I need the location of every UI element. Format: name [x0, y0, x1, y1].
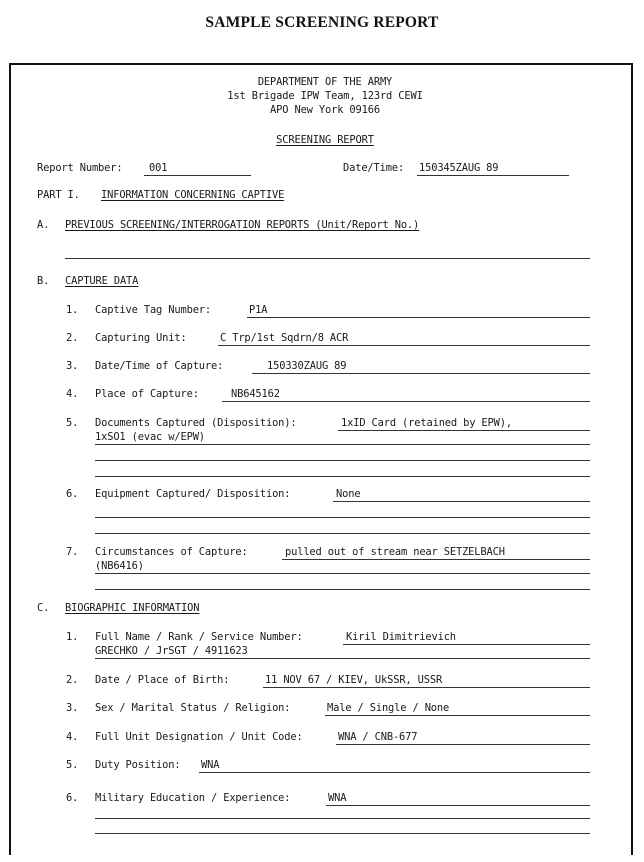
b7-value-2[interactable]: (NB6416)	[95, 560, 144, 572]
b6-num: 6.	[66, 488, 79, 500]
c6-num: 6.	[66, 792, 79, 804]
b4-value[interactable]: NB645162	[231, 388, 280, 400]
c4-line	[336, 744, 590, 745]
date-time-value[interactable]: 150345ZAUG 89	[419, 162, 499, 174]
b4-num: 4.	[66, 388, 79, 400]
b5-value-2[interactable]: 1xSO1 (evac w/EPW)	[95, 431, 205, 443]
c2-num: 2.	[66, 674, 79, 686]
c5-line	[199, 772, 590, 773]
section-b-title: CAPTURE DATA	[65, 275, 139, 287]
b6-line-1	[333, 501, 590, 502]
b5-line-2	[95, 444, 590, 445]
c2-line	[263, 687, 590, 688]
c3-label: Sex / Marital Status / Religion:	[95, 702, 291, 714]
section-b-letter: B.	[37, 275, 50, 287]
c6-line-2	[95, 818, 590, 819]
c1-num: 1.	[66, 631, 79, 643]
b7-line-1	[282, 559, 590, 560]
b6-label: Equipment Captured/ Disposition:	[95, 488, 291, 500]
form-title: SCREENING REPORT	[276, 134, 374, 146]
b5-num: 5.	[66, 417, 79, 429]
part1-title: INFORMATION CONCERNING CAPTIVE	[101, 189, 285, 201]
b5-line-3	[95, 460, 590, 461]
b5-value[interactable]: 1xID Card (retained by EPW),	[341, 417, 512, 429]
c5-label: Duty Position:	[95, 759, 181, 771]
c4-label: Full Unit Designation / Unit Code:	[95, 731, 303, 743]
b5-label: Documents Captured (Disposition):	[95, 417, 297, 429]
section-a-letter: A.	[37, 219, 50, 231]
c1-line-1	[343, 644, 590, 645]
section-c-letter: C.	[37, 602, 50, 614]
b6-line-2	[95, 517, 590, 518]
c3-value[interactable]: Male / Single / None	[327, 702, 450, 714]
b5-line-4	[95, 476, 590, 477]
b6-line-3	[95, 533, 590, 534]
b7-label: Circumstances of Capture:	[95, 546, 248, 558]
b3-line	[252, 373, 590, 374]
b5-line-1	[338, 430, 590, 431]
report-number-value[interactable]: 001	[149, 162, 168, 174]
c5-num: 5.	[66, 759, 79, 771]
report-number-label: Report Number:	[37, 162, 123, 174]
b7-line-2	[95, 573, 590, 574]
c6-label: Military Education / Experience:	[95, 792, 291, 804]
part1-label: PART I.	[37, 189, 80, 201]
c6-line-3	[95, 833, 590, 834]
header-address: APO New York 09166	[270, 104, 380, 116]
c3-line	[325, 715, 590, 716]
b3-label: Date/Time of Capture:	[95, 360, 224, 372]
c5-value[interactable]: WNA	[201, 759, 220, 771]
section-a-title: PREVIOUS SCREENING/INTERROGATION REPORTS (Unit/Report No.)	[65, 219, 420, 231]
b4-line	[222, 401, 590, 402]
page-title: SAMPLE SCREENING REPORT	[205, 14, 439, 31]
section-c-title: BIOGRAPHIC INFORMATION	[65, 602, 200, 614]
b1-line	[247, 317, 590, 318]
c3-num: 3.	[66, 702, 79, 714]
b2-value[interactable]: C Trp/1st Sqdrn/8 ACR	[220, 332, 349, 344]
header-org: DEPARTMENT OF THE ARMY	[257, 76, 393, 88]
date-time-line	[417, 175, 569, 176]
b4-label: Place of Capture:	[95, 388, 199, 400]
date-time-label: Date/Time:	[343, 162, 405, 174]
b7-value[interactable]: pulled out of stream near SETZELBACH	[285, 546, 505, 558]
b1-label: Captive Tag Number:	[95, 304, 212, 316]
c1-value[interactable]: Kiril Dimitrievich	[346, 631, 456, 643]
b7-line-3	[95, 589, 590, 590]
c6-value[interactable]: WNA	[328, 792, 347, 804]
b7-num: 7.	[66, 546, 79, 558]
report-form	[9, 63, 633, 855]
c1-value-2[interactable]: GRECHKO / JrSGT / 4911623	[95, 645, 248, 657]
c1-line-2	[95, 658, 590, 659]
b2-line	[218, 345, 590, 346]
b2-num: 2.	[66, 332, 79, 344]
section-a-blank-line	[65, 258, 590, 259]
header-unit: 1st Brigade IPW Team, 123rd CEWI	[227, 90, 423, 102]
b1-value[interactable]: P1A	[249, 304, 268, 316]
b1-num: 1.	[66, 304, 79, 316]
c4-value[interactable]: WNA / CNB-677	[338, 731, 418, 743]
c2-label: Date / Place of Birth:	[95, 674, 230, 686]
report-number-line	[144, 175, 251, 176]
c6-line-1	[326, 805, 590, 806]
b2-label: Capturing Unit:	[95, 332, 187, 344]
c1-label: Full Name / Rank / Service Number:	[95, 631, 303, 643]
c2-value[interactable]: 11 NOV 67 / KIEV, UkSSR, USSR	[265, 674, 443, 686]
b6-value[interactable]: None	[336, 488, 361, 500]
c4-num: 4.	[66, 731, 79, 743]
b3-value[interactable]: 150330ZAUG 89	[267, 360, 347, 372]
b3-num: 3.	[66, 360, 79, 372]
